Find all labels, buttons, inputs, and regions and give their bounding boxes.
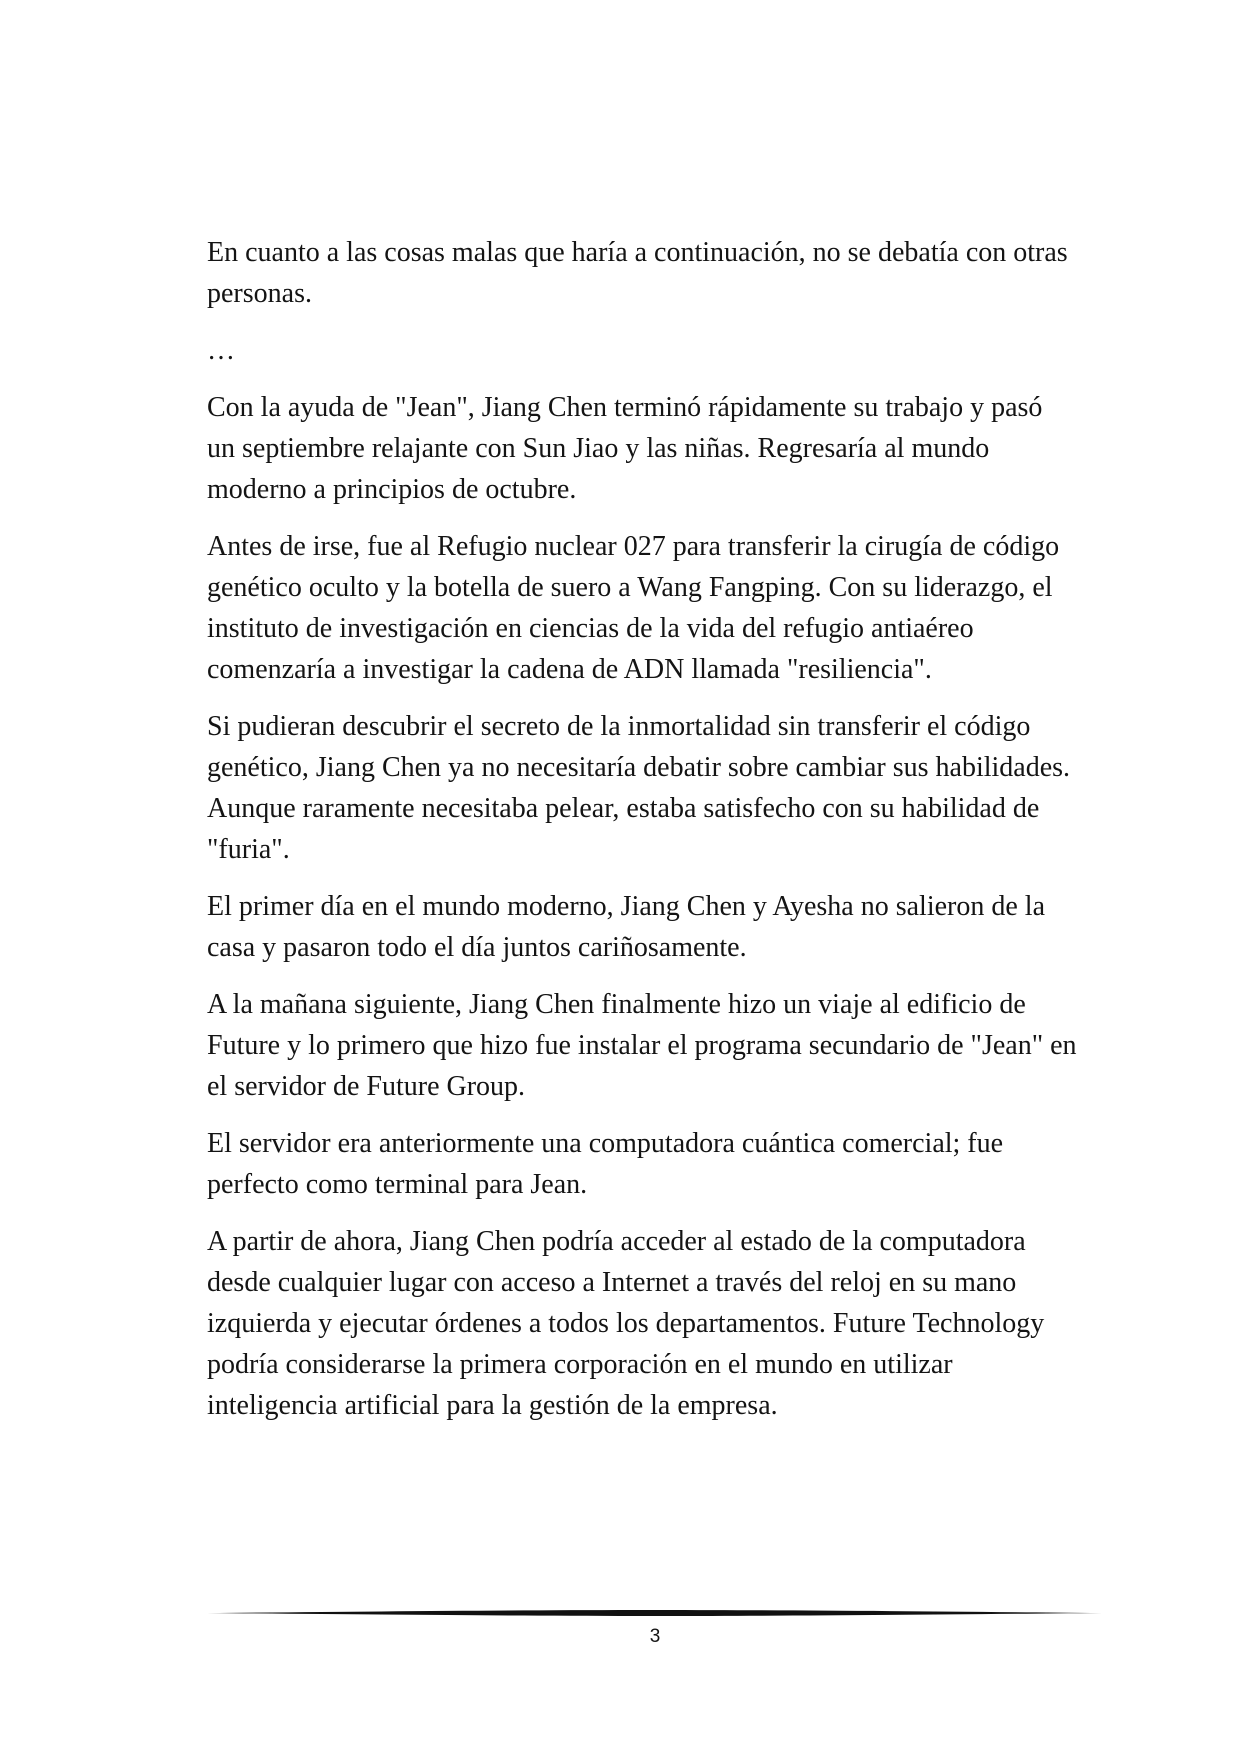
body-text [207,232,1077,1442]
paragraph: En cuanto a las cosas malas que haría a continuación, no se debatía con otras personas. [207,237,1068,309]
footer-divider [207,1608,1102,1618]
paragraph: Si pudieran descubrir el secreto de la inmortalidad sin transferir el código genético, Jiang Chen ya no necesitaría debatir sobre cambiar sus habilidades. Aunque raramente necesitaba pelear, estaba satisfecho con su habilidad de "furia". [207,711,1071,865]
paragraph: Con la ayuda de "Jean", Jiang Chen terminó rápidamente su trabajo y pasó un septiembre relajante con Sun Jiao y las niñas. Regresaría al mundo moderno a principios de octubre. [207,392,1043,505]
ellipsis-separator: … [207,335,235,366]
paragraph: El servidor era anteriormente una computadora cuántica comercial; fue perfecto como terminal para Jean. [207,1128,1004,1200]
page-number: 3 [649,1626,661,1647]
paragraph: El primer día en el mundo moderno, Jiang Chen y Ayesha no salieron de la casa y pasaron todo el día juntos cariñosamente. [207,891,1046,963]
paragraph: A partir de ahora, Jiang Chen podría acceder al estado de la computadora desde cualquier lugar con acceso a Internet a través del reloj en su mano izquierda y ejecutar órdenes a todos los departamentos. Future Technology podría considerarse la primera corporación en el mundo en utilizar inteligencia artificial para la gestión de la empresa. [207,1226,1045,1421]
paragraph: Antes de irse, fue al Refugio nuclear 027 para transferir la cirugía de código genético oculto y la botella de suero a Wang Fangping. Con su liderazgo, el instituto de investigación en ciencias de la vida del refugio antiaéreo comenzaría a investigar la cadena de ADN llamada "resiliencia". [207,531,1060,685]
footer-divider-line [207,1608,1102,1618]
paragraph: A la mañana siguiente, Jiang Chen finalmente hizo un viaje al edificio de Future y lo primero que hizo fue instalar el programa secundario de "Jean" en el servidor de Future Group. [207,989,1077,1102]
